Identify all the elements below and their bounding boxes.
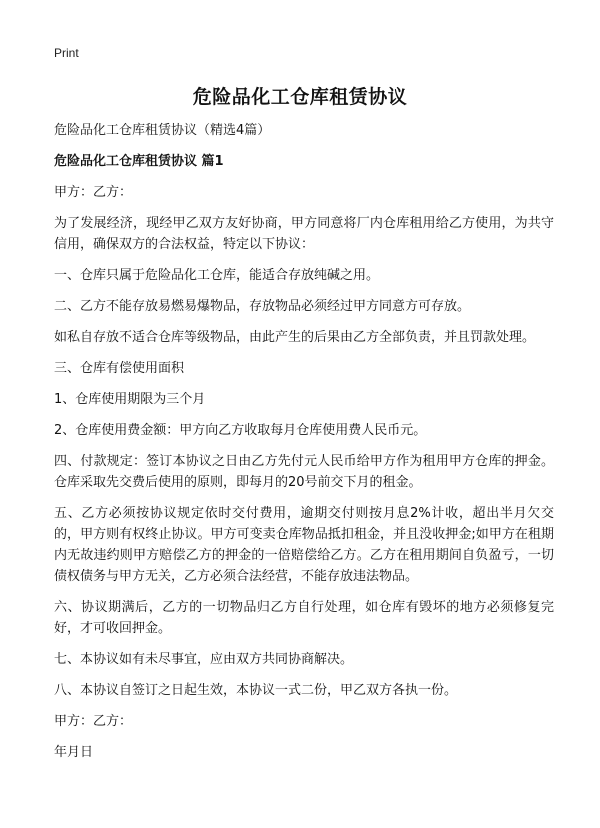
clause-6: 六、协议期满后，乙方的一切物品归乙方自行处理，如仓库有毁坏的地方必须修复完好，才可收回押金。 <box>54 600 554 636</box>
intro-paragraph: 为了发展经济，现经甲乙双方友好协商，甲方同意将厂内仓库租用给乙方使用，为共守信用，确保双方的合法权益，特定以下协议： <box>54 216 554 252</box>
page-title: 危险品化工仓库租赁协议 <box>192 86 408 108</box>
clause-3-item-2: 2、仓库使用费金额：甲方向乙方收取每月仓库使用费人民币元。 <box>54 423 427 438</box>
document-subtitle: 危险品化工仓库租赁协议（精选4篇） <box>54 123 271 138</box>
clause-2-note: 如私自存放不适合仓库等级物品，由此产生的后果由乙方全部负责，并且罚款处理。 <box>54 330 536 345</box>
date-line: 年月日 <box>54 745 94 760</box>
parties-line-bottom: 甲方：乙方： <box>54 714 133 729</box>
clause-1: 一、仓库只属于危险品化工仓库，能适合存放纯碱之用。 <box>54 268 380 283</box>
clause-3: 三、仓库有偿使用面积 <box>54 361 185 376</box>
document-body <box>54 120 554 773</box>
print-label: Print <box>54 46 79 60</box>
clause-5: 五、乙方必须按协议规定依时交付费用，逾期交付则按月息2%计收，超出半月欠交的，甲方则有权终止协议。甲方可变卖仓库物品抵扣租金，并且没收押金;如甲方在租期内无故违约则甲方赔偿乙方的押金的一倍赔偿给乙方。乙方在租用期间自负盈亏，一切债权债务与甲方无关，乙方必须合法经营，不能存放违法物品。 <box>54 506 554 584</box>
section-heading: 危险品化工仓库租赁协议 篇1 <box>54 154 224 169</box>
clause-4: 四、付款规定：签订本协议之日由乙方先付元人民币给甲方作为租用甲方仓库的押金。仓库采取先交费后使用的原则，即每月的20号前交下月的租金。 <box>54 454 554 490</box>
clause-3-item-1: 1、仓库使用期限为三个月 <box>54 392 206 407</box>
clause-7: 七、本协议如有未尽事宜，应由双方共同协商解决。 <box>54 652 354 667</box>
clause-8: 八、本协议自签订之日起生效，本协议一式二份，甲乙双方各执一份。 <box>54 683 458 698</box>
parties-line-top: 甲方：乙方： <box>54 185 133 200</box>
clause-2: 二、乙方不能存放易燃易爆物品，存放物品必须经过甲方同意方可存放。 <box>54 299 471 314</box>
